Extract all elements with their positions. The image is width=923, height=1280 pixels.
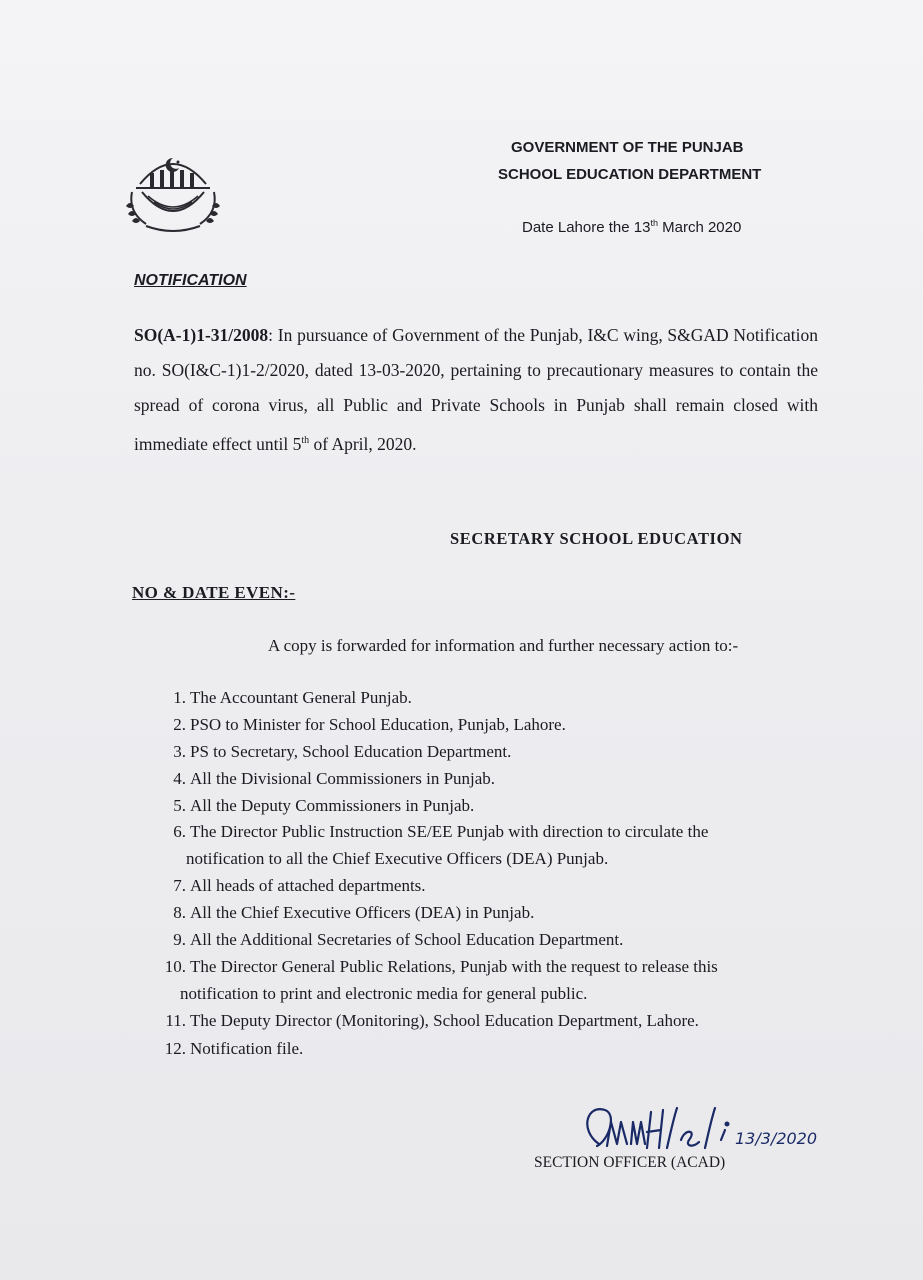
list-item: 6. The Director Public Instruction SE/EE Punjab with direction to circulate the notification to all the Chief Executive Officers (DEA) Punjab. (173, 822, 709, 868)
section-officer-label: SECTION OFFICER (ACAD) (534, 1154, 726, 1171)
list-item: 1. The Accountant General Punjab. (173, 688, 412, 707)
list-item: 2. PSO to Minister for School Education, Punjab, Lahore. (173, 715, 566, 734)
list-item: 12. Notification file. (164, 1039, 304, 1058)
punjab-emblem-icon (118, 148, 228, 236)
notification-heading: NOTIFICATION (134, 272, 247, 289)
list-item: 10. The Director General Public Relations, Punjab with the request to release this notification to print and electronic media for general public. (164, 957, 718, 1003)
header-department-title: SCHOOL EDUCATION DEPARTMENT (498, 166, 762, 183)
notification-body: SO(A-1)1-31/2008: In pursuance of Government of the Punjab, I&C wing, S&GAD Notification no. SO(I&C-1)1-2/2020, dated 13-03-2020, pertaining to precautionary measures to contain the spread of corona virus, all Public and Private Schools in Punjab shall remain closed with immediate effect until 5th of April, 2020. (134, 325, 818, 454)
list-item: 4. All the Divisional Commissioners in Punjab. (173, 769, 496, 788)
distribution-heading: NO & DATE EVEN:- (132, 583, 296, 602)
list-item: 7. All heads of attached departments. (173, 876, 426, 895)
list-item: 8. All the Chief Executive Officers (DEA) in Punjab. (173, 903, 535, 922)
list-item: 3. PS to Secretary, School Education Department. (173, 742, 512, 761)
list-item: 9. All the Additional Secretaries of School Education Department. (173, 930, 624, 949)
header-government-title: GOVERNMENT OF THE PUNJAB (511, 139, 744, 156)
notification-date: Date Lahore the 13th March 2020 (522, 218, 742, 236)
list-item: 11. The Deputy Director (Monitoring), School Education Department, Lahore. (165, 1011, 699, 1030)
list-item: 5. All the Deputy Commissioners in Punjab. (173, 796, 475, 815)
notification-reference: SO(A-1)1-31/2008 (134, 325, 269, 345)
secretary-signatory: SECRETARY SCHOOL EDUCATION (450, 529, 743, 548)
distribution-intro: A copy is forwarded for information and further necessary action to:- (268, 636, 739, 655)
signature-date: 13/3/2020 (735, 1129, 818, 1148)
